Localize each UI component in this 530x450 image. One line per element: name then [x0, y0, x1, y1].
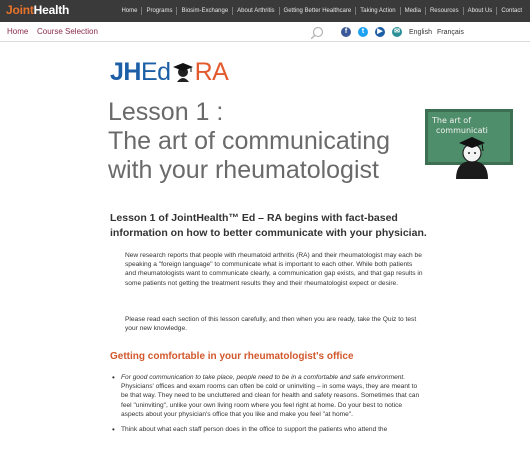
nav-item-about-arthritis[interactable]: About Arthritis — [232, 7, 278, 15]
search-icon[interactable] — [310, 26, 324, 40]
section-heading: Getting comfortable in your rheumatologist's office — [110, 351, 354, 362]
main-nav — [117, 7, 526, 15]
list-item — [110, 373, 420, 419]
facebook-icon[interactable]: f — [341, 27, 351, 37]
language-french[interactable]: Français — [437, 29, 464, 36]
section-bullet-list — [110, 373, 420, 440]
lesson-content — [0, 43, 530, 450]
home-link[interactable]: Home — [7, 27, 29, 36]
youtube-icon[interactable]: ▶ — [375, 27, 385, 37]
bullet-2-text: Think about what each staff person does in the office to support the patients who attend the — [121, 426, 388, 434]
lesson-title-line-2: The art of communicating — [108, 127, 391, 155]
nav-item-programs[interactable]: Programs — [141, 7, 176, 15]
jhed-ra-logo — [110, 58, 228, 87]
lesson-intro: Lesson 1 of JointHealth™ Ed – RA begins with fact-based information on how to better communicate with your physician. — [110, 212, 427, 239]
brand-ed: Ed — [140, 58, 171, 86]
site-logo[interactable] — [6, 3, 69, 17]
brand-ra: RA — [194, 58, 229, 86]
nav-item-media[interactable]: Media — [400, 7, 425, 15]
nav-item-getting-better-healthcare[interactable]: Getting Better Healthcare — [279, 7, 356, 15]
nav-item-home[interactable]: Home — [121, 8, 138, 14]
language-english[interactable]: English — [409, 29, 432, 36]
brand-jh: JH — [110, 58, 141, 86]
nav-item-about-us[interactable]: About Us — [463, 7, 497, 15]
lesson-paragraph-2: Please read each section of this lesson carefully, and then when you are ready, take the Quiz to test your new knowledge. — [125, 316, 417, 333]
bullet-1-text: Physicians' offices and exam rooms can often be cold or uninviting – in some ways, they are meant to be that way. They need to be uncluttered and clean for health and safety reasons. Sometimes that can feel "uninviting", unlike your own living room where you feel right at home. Do your best to notice aspects about your physician's office that you like and make you feel "at home". — [121, 383, 420, 418]
lesson-title-line-1: Lesson 1 : — [108, 98, 224, 126]
lesson-title-line-3: with your rheumatologist — [108, 156, 379, 184]
graduate-icon — [172, 60, 194, 82]
professor-illustration — [448, 131, 496, 179]
email-icon[interactable]: ✉ — [392, 27, 402, 37]
logo-part-joint: Joint — [6, 3, 34, 17]
bullet-1-italic: For good communication to take place, people need to be in a comfortable and safe environment. — [121, 374, 406, 381]
nav-item-resources[interactable]: Resources — [425, 7, 463, 15]
list-item — [110, 425, 420, 434]
nav-item-taking-action[interactable]: Taking Action — [355, 7, 399, 15]
logo-part-health: Health — [33, 3, 70, 17]
course-selection-link[interactable]: Course Selection — [37, 27, 98, 36]
lesson-title — [108, 98, 408, 185]
nav-item-contact[interactable]: Contact — [496, 7, 526, 15]
nav-item-biosim-exchange[interactable]: Biosim-Exchange — [176, 7, 232, 15]
lesson-paragraph-1: New research reports that people with rheumatoid arthritis (RA) and their rheumatologist may each be speaking a "foreign language" to communicate what is important to each other. While both patients and rheumatologists want to communicate clearly, a communication gap exists, and that gap results in some patients not getting the treatment results they and their rheumatologist expect or desire. — [125, 252, 423, 287]
chalkboard-text-line-2: communicati — [436, 126, 488, 135]
twitter-icon[interactable]: t — [358, 27, 368, 37]
sub-nav — [0, 22, 530, 42]
top-bar — [0, 0, 530, 22]
chalkboard-text-line-1: The art of — [432, 116, 472, 125]
